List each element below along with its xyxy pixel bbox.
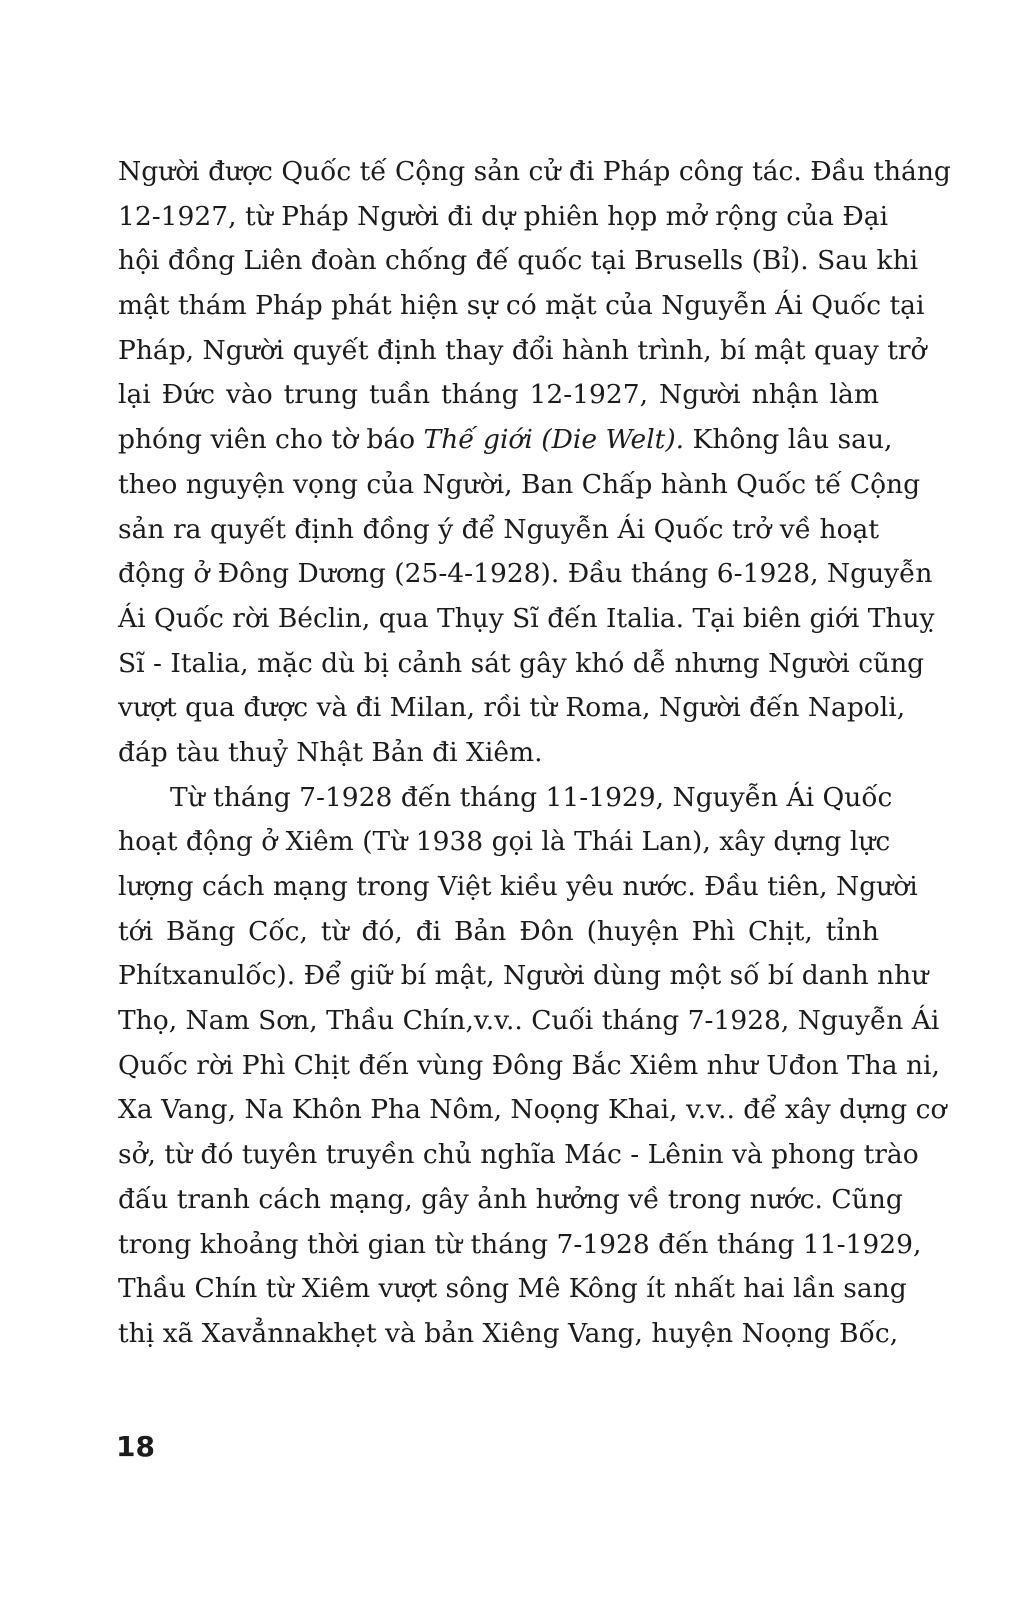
page-number: 18 — [116, 1430, 155, 1463]
text-line: Người được Quốc tế Cộng sản cử đi Pháp công tác. Đầu tháng — [118, 156, 951, 187]
text-line: đáp tàu thuỷ Nhật Bản đi Xiêm. — [118, 736, 543, 768]
text-line: Quốc rời Phì Chịt đến vùng Đông Bắc Xiêm như Uđon Tha ni, — [118, 1049, 940, 1081]
text-line: mật thám Pháp phát hiện sự có mặt của Nguyễn Ái Quốc tại — [118, 290, 925, 322]
line-text-before-title: phóng viên cho tờ báo — [118, 424, 424, 456]
text-line: đấu tranh cách mạng, gây ảnh hưởng về trong nước. Cũng — [118, 1183, 903, 1215]
text-line: Thầu Chín từ Xiêm vượt sông Mê Kông ít nhất hai lần sang — [118, 1273, 907, 1305]
text-line: sở, từ đó tuyên truyền chủ nghĩa Mác - Lênin và phong trào — [118, 1139, 919, 1171]
text-line: hội đồng Liên đoàn chống đế quốc tại Brusells (Bỉ). Sau khi — [118, 245, 919, 277]
text-line: Thọ, Nam Sơn, Thầu Chín,v.v.. Cuối tháng 7-1928, Nguyễn Ái — [118, 1005, 940, 1037]
text-line: trong khoảng thời gian từ tháng 7-1928 đến tháng 11-1929, — [118, 1228, 922, 1260]
text-line: Sĩ - Italia, mặc dù bị cảnh sát gây khó dễ nhưng Người cũng — [118, 647, 925, 679]
text-line: Pháp, Người quyết định thay đổi hành trình, bí mật quay trở — [118, 334, 927, 366]
text-line: lại Đức vào trung tuần tháng 12-1927, Người nhận làm — [118, 379, 879, 411]
text-line: vượt qua được và đi Milan, rồi từ Roma, Người đến Napoli, — [118, 692, 906, 724]
text-line: động ở Đông Dương (25-4-1928). Đầu tháng 6-1928, Nguyễn — [118, 558, 933, 590]
line-text-after-title: Không lâu sau, — [684, 424, 893, 456]
text-line: Phítxanulốc). Để giữ bí mật, Người dùng một số bí danh như — [118, 960, 929, 992]
text-line-with-title — [118, 418, 893, 463]
text-line: lượng cách mạng trong Việt kiều yêu nước. Đầu tiên, Người — [118, 871, 918, 902]
text-line: Xa Vang, Na Khôn Pha Nôm, Noọng Khai, v.v.. để xây dựng cơ — [118, 1094, 947, 1126]
text-line: hoạt động ở Xiêm (Từ 1938 gọi là Thái Lan), xây dựng lực — [118, 826, 891, 858]
text-line: Ái Quốc rời Béclin, qua Thụy Sĩ đến Italia. Tại biên giới Thuỵ — [118, 602, 935, 634]
text-line: Từ tháng 7-1928 đến tháng 11-1929, Nguyễn Ái Quốc — [170, 781, 893, 813]
body-text — [118, 150, 951, 1357]
text-line: 12-1927, từ Pháp Người đi dự phiên họp mở rộng của Đại — [118, 200, 889, 232]
text-line: tới Băng Cốc, từ đó, đi Bản Đôn (huyện Phì Chịt, tỉnh — [118, 915, 879, 947]
text-line: sản ra quyết định đồng ý để Nguyễn Ái Quốc trở về hoạt — [118, 513, 879, 545]
text-line: thị xã Xavẳnnakhẹt và bản Xiêng Vang, huyện Noọng Bốc, — [118, 1317, 899, 1349]
newspaper-title: Thế giới (Die Welt). — [423, 424, 685, 456]
text-line: theo nguyện vọng của Người, Ban Chấp hành Quốc tế Cộng — [118, 468, 921, 500]
